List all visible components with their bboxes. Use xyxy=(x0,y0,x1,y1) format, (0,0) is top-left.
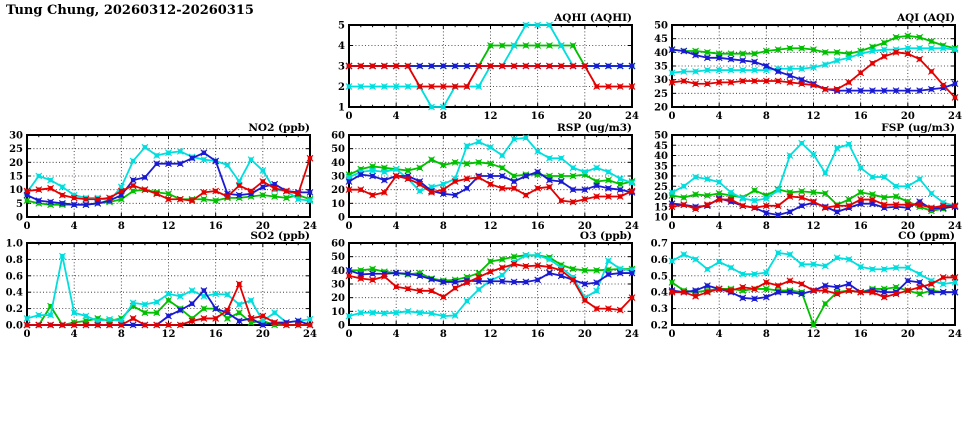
svg-text:0.3: 0.3 xyxy=(650,304,668,316)
svg-text:20: 20 xyxy=(900,329,915,340)
svg-text:8: 8 xyxy=(439,329,447,340)
chart-aqhi xyxy=(322,9,652,127)
svg-text:0.7: 0.7 xyxy=(650,238,668,250)
svg-text:30: 30 xyxy=(331,279,345,291)
chart-no2-svg xyxy=(0,119,330,237)
svg-text:45: 45 xyxy=(654,34,668,46)
svg-text:40: 40 xyxy=(331,265,345,277)
svg-text:16: 16 xyxy=(853,221,868,232)
chart-rsp xyxy=(322,119,652,237)
svg-text:60: 60 xyxy=(331,130,345,142)
svg-text:0.2: 0.2 xyxy=(5,304,23,316)
svg-text:30: 30 xyxy=(654,75,668,87)
svg-text:20: 20 xyxy=(577,111,592,122)
chart-aqi xyxy=(645,9,975,127)
svg-text:8: 8 xyxy=(117,221,125,232)
svg-text:24: 24 xyxy=(625,111,639,122)
chart-rsp-svg xyxy=(322,119,652,237)
svg-text:25: 25 xyxy=(9,144,23,156)
svg-text:40: 40 xyxy=(331,157,345,169)
svg-text:0: 0 xyxy=(16,212,23,224)
svg-text:0: 0 xyxy=(345,221,353,232)
svg-text:20: 20 xyxy=(331,293,345,305)
svg-text:4: 4 xyxy=(392,221,400,232)
chart-no2 xyxy=(0,119,330,237)
svg-text:1.0: 1.0 xyxy=(5,238,23,250)
svg-text:0.5: 0.5 xyxy=(650,271,668,283)
chart-so2 xyxy=(0,227,330,345)
svg-text:0: 0 xyxy=(23,221,31,232)
svg-text:20: 20 xyxy=(255,329,270,340)
svg-text:20: 20 xyxy=(255,221,270,232)
svg-text:24: 24 xyxy=(948,329,962,340)
svg-text:4: 4 xyxy=(70,329,78,340)
svg-text:4: 4 xyxy=(715,111,723,122)
svg-text:5: 5 xyxy=(338,20,345,32)
svg-text:0: 0 xyxy=(345,111,353,122)
svg-text:20: 20 xyxy=(577,221,592,232)
svg-text:0: 0 xyxy=(668,329,676,340)
svg-text:30: 30 xyxy=(654,171,668,183)
svg-text:0.6: 0.6 xyxy=(650,254,668,266)
svg-text:0: 0 xyxy=(668,111,676,122)
svg-text:12: 12 xyxy=(806,329,821,340)
svg-text:4: 4 xyxy=(715,221,723,232)
svg-text:4: 4 xyxy=(70,221,78,232)
svg-text:20: 20 xyxy=(654,102,668,114)
svg-text:AQHI (AQHI): AQHI (AQHI) xyxy=(554,12,632,24)
svg-text:40: 40 xyxy=(654,151,668,162)
svg-text:20: 20 xyxy=(654,192,668,203)
svg-text:10: 10 xyxy=(654,212,668,224)
svg-text:12: 12 xyxy=(161,329,176,340)
svg-text:0: 0 xyxy=(668,221,676,232)
chart-fsp xyxy=(645,119,975,237)
chart-o3-svg xyxy=(322,227,652,345)
svg-text:0: 0 xyxy=(345,329,353,340)
chart-aqi-svg xyxy=(645,9,975,127)
svg-text:16: 16 xyxy=(530,111,545,122)
page-title: Tung Chung, 20260312-20260315 xyxy=(6,3,254,18)
svg-text:16: 16 xyxy=(530,221,545,232)
svg-text:8: 8 xyxy=(762,111,770,122)
chart-o3 xyxy=(322,227,652,345)
svg-text:35: 35 xyxy=(654,161,668,173)
svg-text:8: 8 xyxy=(439,111,447,122)
svg-text:50: 50 xyxy=(654,130,668,142)
svg-text:4: 4 xyxy=(392,111,400,122)
svg-text:15: 15 xyxy=(654,202,668,214)
svg-text:12: 12 xyxy=(161,221,176,232)
svg-text:12: 12 xyxy=(483,329,498,340)
chart-co-svg xyxy=(645,227,975,345)
svg-text:50: 50 xyxy=(331,252,345,264)
svg-text:24: 24 xyxy=(625,329,639,340)
svg-text:0: 0 xyxy=(338,212,345,224)
svg-text:0: 0 xyxy=(23,329,31,340)
svg-text:12: 12 xyxy=(806,221,821,232)
svg-text:35: 35 xyxy=(654,61,668,73)
svg-text:25: 25 xyxy=(654,88,668,100)
svg-text:10: 10 xyxy=(9,185,23,197)
svg-text:16: 16 xyxy=(208,329,223,340)
svg-text:12: 12 xyxy=(483,111,498,122)
svg-text:20: 20 xyxy=(331,185,345,197)
svg-text:FSP (ug/m3): FSP (ug/m3) xyxy=(881,122,955,134)
svg-text:3: 3 xyxy=(338,61,345,73)
svg-text:8: 8 xyxy=(439,221,447,232)
svg-text:30: 30 xyxy=(9,130,23,142)
svg-text:20: 20 xyxy=(900,111,915,122)
svg-text:8: 8 xyxy=(762,329,770,340)
svg-text:20: 20 xyxy=(9,157,23,169)
svg-text:0.4: 0.4 xyxy=(650,287,668,299)
svg-text:12: 12 xyxy=(483,221,498,232)
svg-text:SO2 (ppb): SO2 (ppb) xyxy=(250,230,310,242)
svg-text:45: 45 xyxy=(654,140,668,152)
svg-text:60: 60 xyxy=(331,238,345,250)
svg-text:20: 20 xyxy=(900,221,915,232)
svg-text:0.2: 0.2 xyxy=(650,320,668,332)
svg-text:O3 (ppb): O3 (ppb) xyxy=(579,230,632,242)
svg-text:RSP (ug/m3): RSP (ug/m3) xyxy=(556,122,632,134)
svg-text:8: 8 xyxy=(117,329,125,340)
chart-fsp-svg xyxy=(645,119,975,237)
svg-text:30: 30 xyxy=(331,171,345,183)
svg-text:16: 16 xyxy=(530,329,545,340)
svg-text:4: 4 xyxy=(392,329,400,340)
svg-text:NO2 (ppb): NO2 (ppb) xyxy=(248,122,310,134)
svg-text:40: 40 xyxy=(654,47,668,59)
svg-text:0.6: 0.6 xyxy=(5,271,23,283)
svg-text:AQI (AQI): AQI (AQI) xyxy=(896,12,955,24)
svg-text:16: 16 xyxy=(853,329,868,340)
svg-text:10: 10 xyxy=(331,198,345,210)
svg-text:50: 50 xyxy=(331,144,345,156)
svg-text:24: 24 xyxy=(948,111,962,122)
svg-text:0.4: 0.4 xyxy=(5,287,23,299)
svg-text:4: 4 xyxy=(338,41,345,52)
svg-text:8: 8 xyxy=(762,221,770,232)
svg-text:24: 24 xyxy=(625,221,639,232)
svg-text:12: 12 xyxy=(806,111,821,122)
chart-co xyxy=(645,227,975,345)
svg-text:0.0: 0.0 xyxy=(5,320,23,332)
svg-text:50: 50 xyxy=(654,20,668,32)
svg-text:16: 16 xyxy=(853,111,868,122)
svg-text:0.8: 0.8 xyxy=(5,254,23,266)
svg-text:16: 16 xyxy=(208,221,223,232)
svg-text:25: 25 xyxy=(654,181,668,193)
svg-text:5: 5 xyxy=(16,198,23,210)
chart-aqhi-svg xyxy=(322,9,652,127)
svg-text:1: 1 xyxy=(338,102,345,114)
svg-text:0: 0 xyxy=(338,320,345,332)
svg-text:20: 20 xyxy=(577,329,592,340)
svg-text:4: 4 xyxy=(715,329,723,340)
svg-text:CO (ppm): CO (ppm) xyxy=(898,230,955,242)
svg-text:24: 24 xyxy=(303,221,317,232)
chart-so2-svg xyxy=(0,227,330,345)
svg-text:24: 24 xyxy=(948,221,962,232)
svg-text:10: 10 xyxy=(331,306,345,318)
svg-text:15: 15 xyxy=(9,171,23,183)
svg-text:24: 24 xyxy=(303,329,317,340)
svg-text:2: 2 xyxy=(338,82,345,93)
